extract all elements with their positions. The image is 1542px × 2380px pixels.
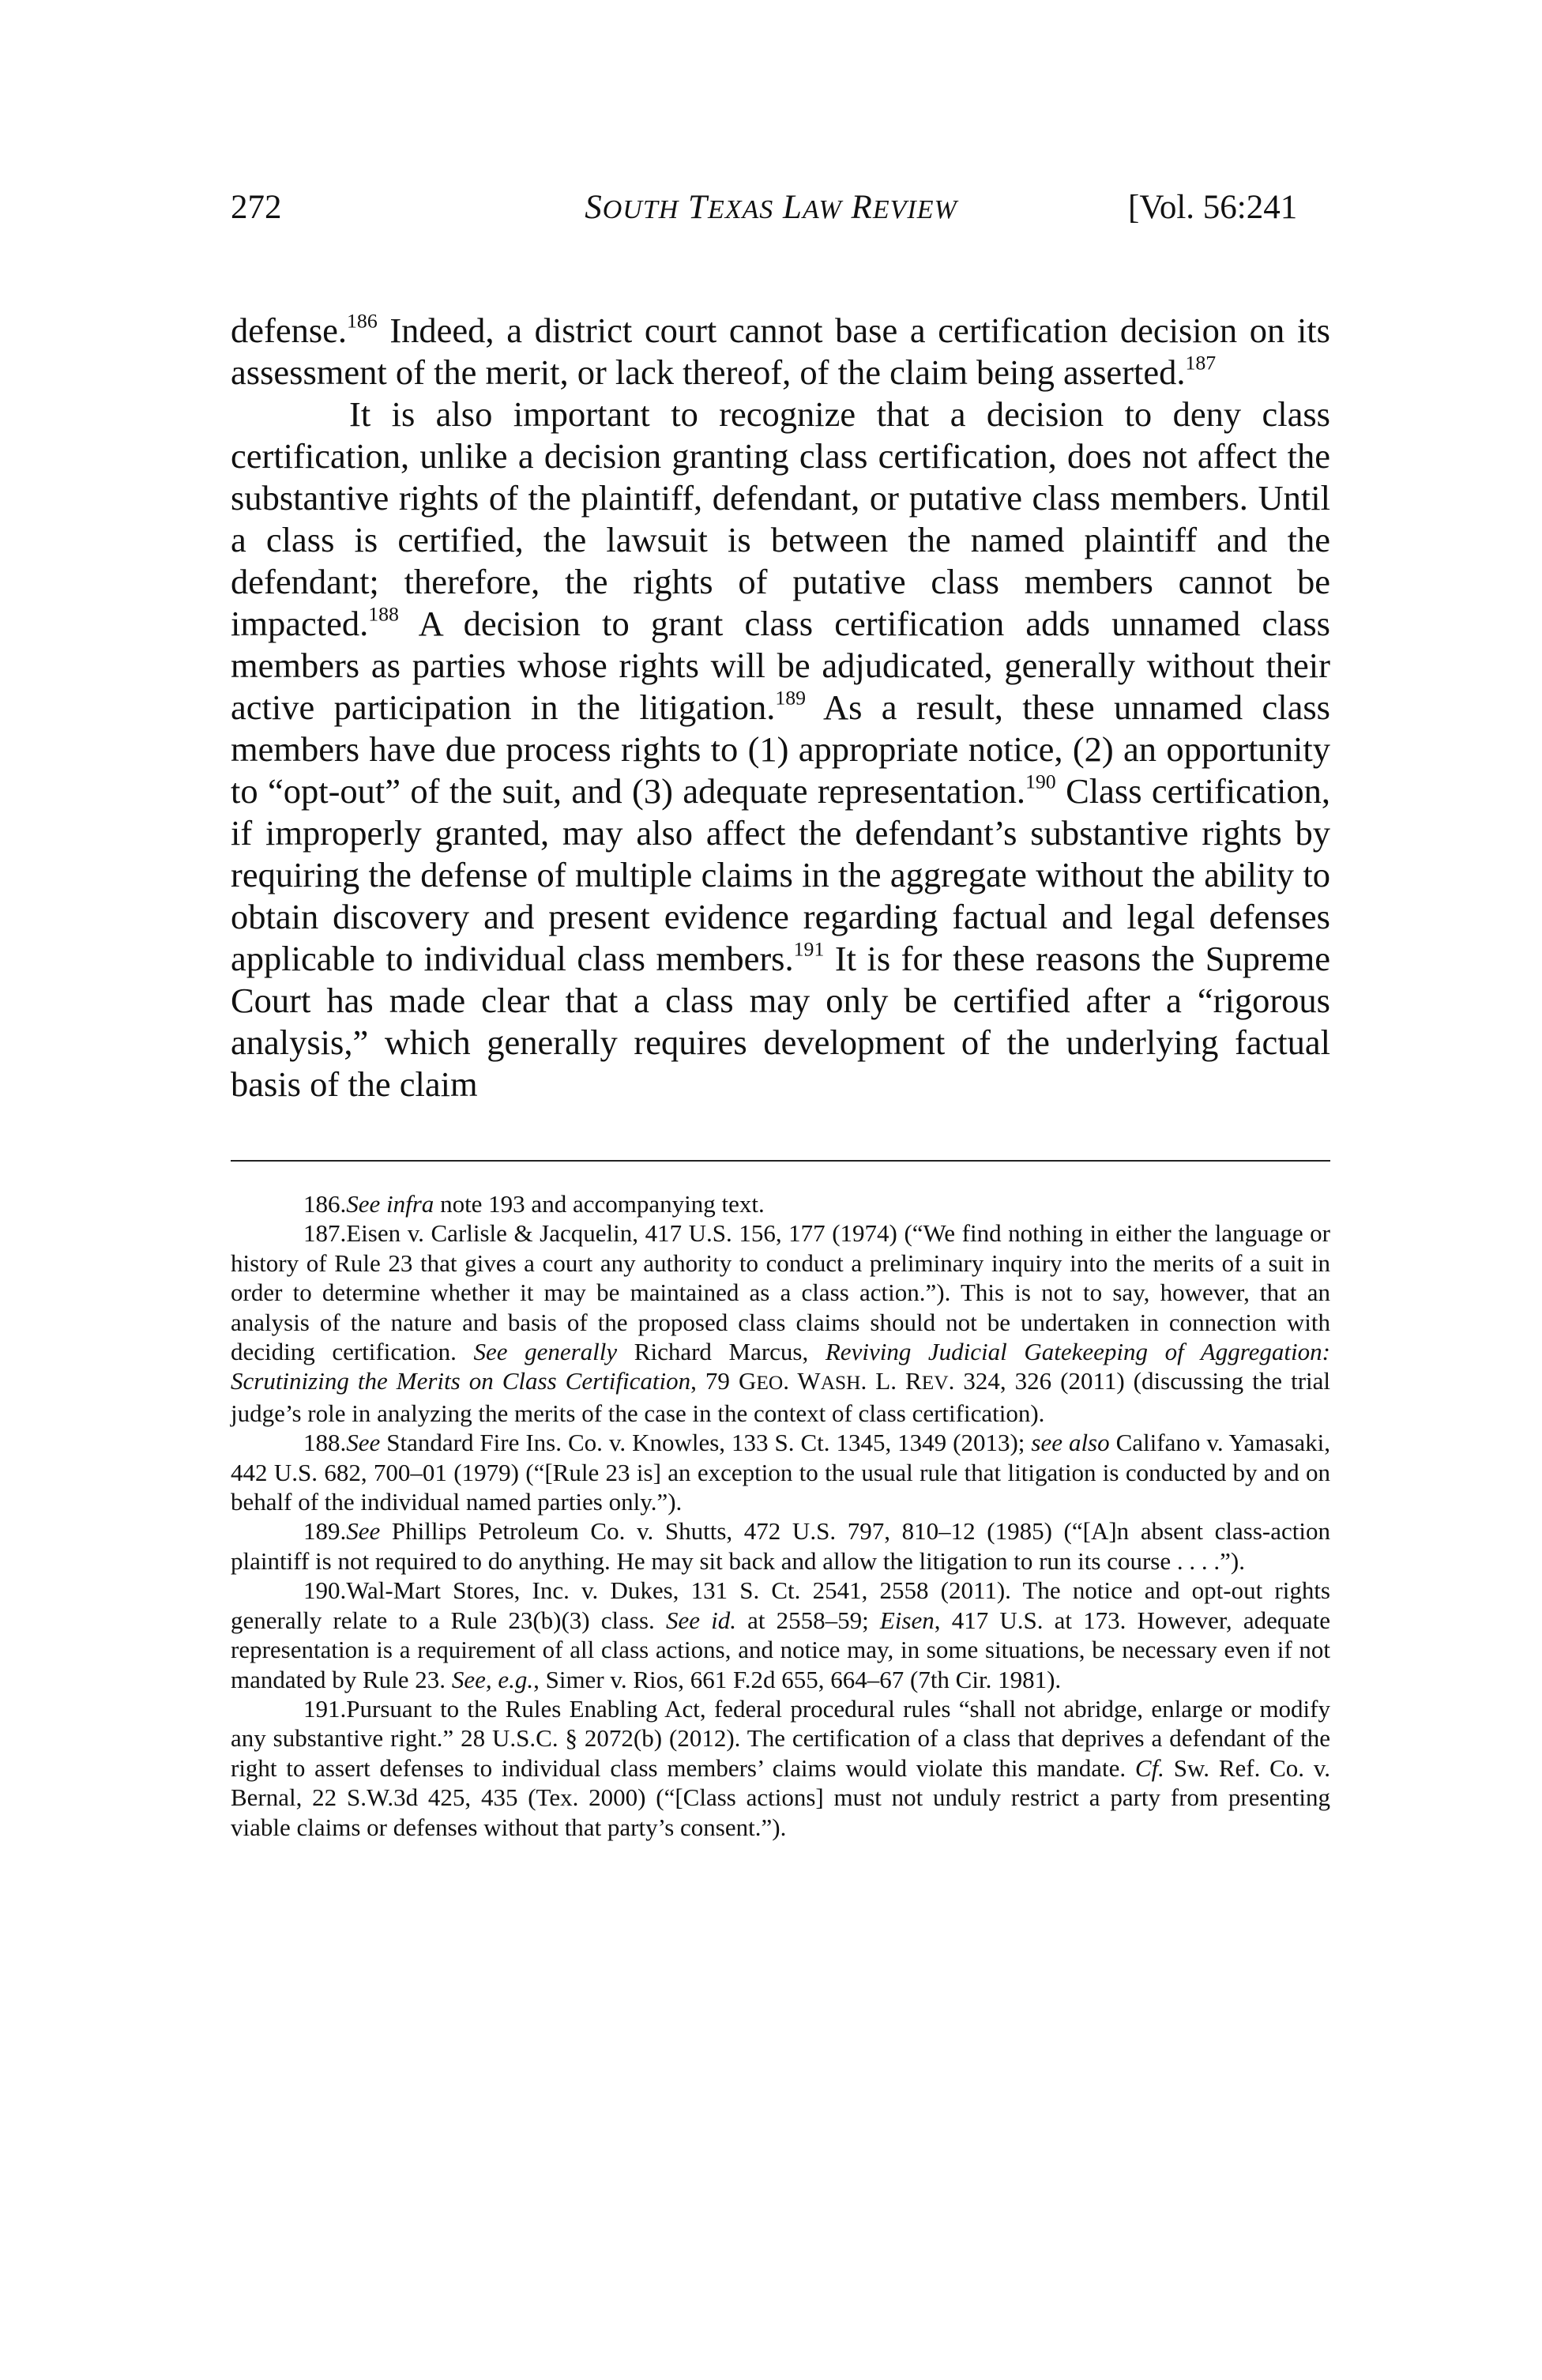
footnotes bbox=[231, 1189, 1330, 1842]
footnote-ref: 189 bbox=[775, 686, 807, 710]
running-header bbox=[0, 188, 1542, 235]
footnote-191: 191.Pursuant to the Rules Enabling Act, federal procedural rules “shall not abridge, enlarge or modify any substantive right.” 28 U.S.C. § 2072(b) (2012). The certification of a class that deprives a defendant of the right to assert defenses to individual class members’ claims would violate this mandate. Cf. Sw. Ref. Co. v. Bernal, 22 S.W.3d 425, 435 (Tex. 2000) (“[Class actions] must not unduly restrict a party from presenting viable claims or defenses without that party’s consent.”). bbox=[231, 1694, 1331, 1841]
footnote-ref: 186 bbox=[347, 309, 378, 333]
paragraph: It is also important to recognize that a decision to deny class certification, unlike a decision granting class certification, does not affect the substantive rights of the plaintiff, defendant, or putative class members. Until a class is certified, the lawsuit is between the named plaintiff and the defendant; therefore, the rights of putative class members cannot be impacted.$^{188}$ A decision to grant class certification adds unnamed class members as parties whose rights will be adjudicated, generally without their active participation in the litigation.$^{189}$ As a result, these unnamed class members have due process rights to (1) appropriate notice, (2) an opportunity to “opt-out” of the suit, and (3) adequate representation.$^{190}$ Class certification, if improperly granted, may also affect the defendant’s substantive rights by requiring the defense of multiple claims in the aggregate without the ability to obtain discovery and present evidence regarding factual and legal defenses applicable to individual class members.$^{191}$ It is for these reasons the Supreme Court has made clear that a class may only be certified after a “rigorous analysis,” which generally requires development of the underlying factual basis of the claim bbox=[231, 394, 1330, 1104]
footnote-ref: 188 bbox=[368, 602, 399, 626]
footnote-divider bbox=[231, 1160, 1330, 1162]
footnote-186: 186.See infra note 193 and accompanying text. bbox=[303, 1190, 765, 1218]
body-text bbox=[231, 310, 1330, 1105]
footnote-189: 189.See Phillips Petroleum Co. v. Shutts, 472 U.S. 797, 810–12 (1985) (“[A]n absent class-action plaintiff is not required to do anything. He may sit back and allow the litigation to run its course . . . .”). bbox=[231, 1517, 1330, 1575]
footnote-188: 188.See Standard Fire Ins. Co. v. Knowles, 133 S. Ct. 1345, 1349 (2013); see also Califano v. Yamasaki, 442 U.S. 682, 700–01 (1979) (“[Rule 23 is] an exception to the usual rule that litigation is conducted by and on behalf of the individual named parties only.”). bbox=[231, 1429, 1330, 1516]
footnote-187: 187.Eisen v. Carlisle & Jacquelin, 417 U.S. 156, 177 (1974) (“We find nothing in either the language or history of Rule 23 that gives a court any authority to conduct a preliminary inquiry into the merits of a suit in order to determine whether it may be maintained as a class action.”). This is not to say, however, that an analysis of the nature and basis of the proposed class claims should not be undertaken in connection with deciding certification. See generally Richard Marcus, Reviving Judicial Gatekeeping of Aggregation: Scrutinizing the Merits on Class Certification, 79 GEO. WASH. L. REV. 324, 326 (2011) (discussing the trial judge’s role in analyzing the merits of the case in the context of class certification). bbox=[231, 1219, 1331, 1427]
footnote-ref: 191 bbox=[793, 937, 825, 961]
volume-citation: [Vol. 56:241 bbox=[1128, 189, 1298, 226]
page-number: 272 bbox=[231, 189, 282, 226]
footnote-ref: 190 bbox=[1025, 770, 1056, 793]
journal-title: SOUTH TEXAS LAW REVIEW bbox=[585, 189, 957, 226]
footnote-190: 190.Wal-Mart Stores, Inc. v. Dukes, 131 S. Ct. 2541, 2558 (2011). The notice and opt-out rights generally relate to a Rule 23(b)(3) class. See id. at 2558–59; Eisen, 417 U.S. at 173. However, adequate representation is a requirement of all class actions, and notice may, in some situations, be necessary even if not mandated by Rule 23. See, e.g., Simer v. Rios, 661 F.2d 655, 664–67 (7th Cir. 1981). bbox=[231, 1576, 1330, 1693]
footnote-ref: 187 bbox=[1185, 351, 1217, 375]
paragraph-continued: defense.$^{186}$ Indeed, a district court cannot base a certification decision on its assessment of the merit, or lack thereof, of the claim being asserted.$^{187}$ bbox=[231, 309, 1330, 392]
